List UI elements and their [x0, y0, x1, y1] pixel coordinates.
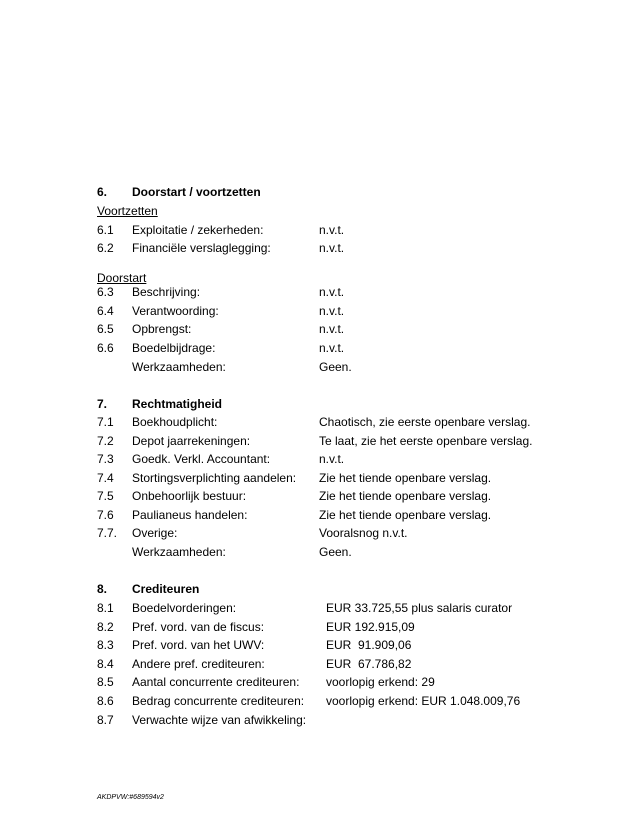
- item-value: EUR 33.725,55 plus salaris curator: [326, 601, 513, 615]
- item-8-6: [0, 693, 638, 709]
- item-label: Pref. vord. van de fiscus:: [132, 620, 265, 634]
- subheading-label: Doorstart: [97, 271, 147, 285]
- item-value: Vooralsnog n.v.t.: [319, 526, 408, 540]
- item-number: 8.2: [97, 620, 114, 634]
- item-6-werkzaamheden: [0, 359, 638, 375]
- item-number: 7.6: [97, 508, 114, 522]
- item-number: 7.3: [97, 452, 114, 466]
- section-title: Crediteuren: [132, 582, 200, 596]
- item-value: n.v.t.: [319, 452, 345, 466]
- item-number: 8.1: [97, 601, 114, 615]
- item-7-2: [0, 433, 638, 449]
- item-value: Geen.: [319, 545, 352, 559]
- item-number: 6.4: [97, 304, 114, 318]
- item-value: n.v.t.: [319, 322, 345, 336]
- section-number: 8.: [97, 582, 108, 596]
- footer-reference: AKDPVW:#689594v2: [97, 794, 164, 801]
- item-label: Depot jaarrekeningen:: [132, 434, 251, 448]
- item-number: 6.5: [97, 322, 114, 336]
- item-number: 8.4: [97, 657, 114, 671]
- item-value: n.v.t.: [319, 241, 345, 255]
- item-7-6: [0, 507, 638, 523]
- item-value: Te laat, zie het eerste openbare verslag.: [319, 434, 533, 448]
- item-6-5: [0, 321, 638, 337]
- item-label: Opbrengst:: [132, 322, 192, 336]
- item-value: EUR 192.915,09: [326, 620, 415, 634]
- section-7-heading: [0, 396, 638, 412]
- item-label: Werkzaamheden:: [132, 360, 226, 374]
- item-label: Verantwoording:: [132, 304, 219, 318]
- item-label: Financiële verslaglegging:: [132, 241, 271, 255]
- item-label: Pref. vord. van het UWV:: [132, 638, 265, 652]
- section-6-heading: [0, 184, 638, 200]
- item-value: voorlopig erkend: EUR 1.048.009,76: [326, 694, 521, 708]
- subheading-voortzetten: [0, 203, 638, 219]
- item-8-4: [0, 656, 638, 672]
- item-value: Zie het tiende openbare verslag.: [319, 471, 492, 485]
- item-value: EUR 67.786,82: [326, 657, 412, 671]
- section-number: 7.: [97, 397, 108, 411]
- item-6-3: [0, 284, 638, 300]
- item-6-6: [0, 340, 638, 356]
- item-number: 7.4: [97, 471, 114, 485]
- item-number: 7.1: [97, 415, 114, 429]
- item-number: 6.1: [97, 223, 114, 237]
- item-value: n.v.t.: [319, 341, 345, 355]
- item-value: Zie het tiende openbare verslag.: [319, 489, 492, 503]
- section-8-heading: [0, 581, 638, 597]
- item-number: 8.6: [97, 694, 114, 708]
- item-label: Bedrag concurrente crediteuren:: [132, 694, 305, 708]
- item-7-5: [0, 488, 638, 504]
- item-label: Boedelbijdrage:: [132, 341, 216, 355]
- item-number: 6.6: [97, 341, 114, 355]
- item-value: n.v.t.: [319, 285, 345, 299]
- item-label: Werkzaamheden:: [132, 545, 226, 559]
- item-6-2: [0, 240, 638, 256]
- item-number: 6.2: [97, 241, 114, 255]
- item-number: 7.7.: [97, 526, 118, 540]
- item-7-3: [0, 451, 638, 467]
- item-6-4: [0, 303, 638, 319]
- item-label: Onbehoorlijk bestuur:: [132, 489, 247, 503]
- item-number: 7.5: [97, 489, 114, 503]
- item-number: 8.7: [97, 713, 114, 727]
- item-value: EUR 91.909,06: [326, 638, 412, 652]
- item-value: n.v.t.: [319, 304, 345, 318]
- item-label: Overige:: [132, 526, 178, 540]
- item-6-1: [0, 222, 638, 238]
- item-8-1: [0, 600, 638, 616]
- item-label: Paulianeus handelen:: [132, 508, 248, 522]
- item-8-5: [0, 674, 638, 690]
- item-label: Stortingsverplichting aandelen:: [132, 471, 297, 485]
- item-value: Geen.: [319, 360, 352, 374]
- subheading-label: Voortzetten: [97, 204, 158, 218]
- item-label: Exploitatie / zekerheden:: [132, 223, 264, 237]
- item-7-4: [0, 470, 638, 486]
- section-title: Rechtmatigheid: [132, 397, 223, 411]
- item-number: 7.2: [97, 434, 114, 448]
- item-8-3: [0, 637, 638, 653]
- item-label: Andere pref. crediteuren:: [132, 657, 265, 671]
- item-label: Aantal concurrente crediteuren:: [132, 675, 300, 689]
- item-label: Verwachte wijze van afwikkeling:: [132, 713, 307, 727]
- item-label: Goedk. Verkl. Accountant:: [132, 452, 271, 466]
- section-number: 6.: [97, 185, 108, 199]
- item-7-werkzaamheden: [0, 544, 638, 560]
- item-value: Zie het tiende openbare verslag.: [319, 508, 492, 522]
- item-number: 6.3: [97, 285, 114, 299]
- item-label: Boedelvorderingen:: [132, 601, 237, 615]
- item-label: Beschrijving:: [132, 285, 201, 299]
- item-number: 8.3: [97, 638, 114, 652]
- item-7-1: [0, 414, 638, 430]
- item-value: n.v.t.: [319, 223, 345, 237]
- item-8-7: [0, 712, 638, 728]
- section-title: Doorstart / voortzetten: [132, 185, 261, 199]
- item-number: 8.5: [97, 675, 114, 689]
- item-label: Boekhoudplicht:: [132, 415, 218, 429]
- item-value: Chaotisch, zie eerste openbare verslag.: [319, 415, 531, 429]
- item-8-2: [0, 619, 638, 635]
- item-7-7: [0, 525, 638, 541]
- item-value: voorlopig erkend: 29: [326, 675, 435, 689]
